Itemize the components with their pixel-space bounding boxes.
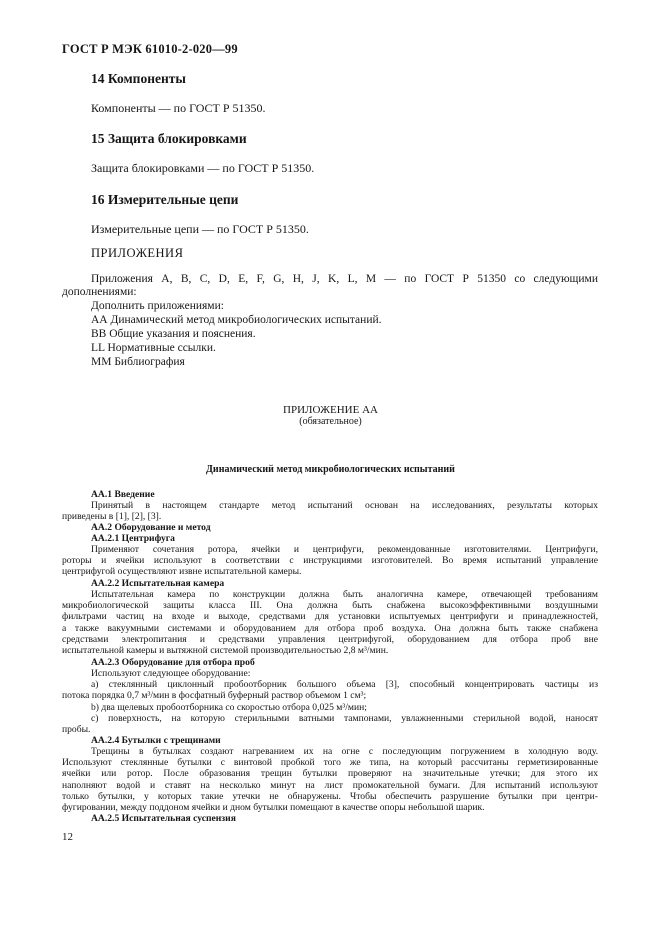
text-line: а) стеклянный циклонный пробоотборник большого объема [3], способный концентрировать частицы из [91, 679, 598, 691]
text-line: испытательной камеры и вытяжной системой производительностью 2,8 м³/мин. [62, 645, 389, 657]
appendices-intro [62, 272, 598, 286]
section-16-text: Измерительные цепи — по ГОСТ Р 51350. [91, 222, 309, 236]
appendix-item: LL Нормативные ссылки. [91, 342, 216, 354]
section-15-text: Защита блокировками — по ГОСТ Р 51350. [91, 161, 315, 175]
appendices-heading: ПРИЛОЖЕНИЯ [91, 246, 184, 260]
page-number: 12 [62, 831, 73, 843]
clause-aa1-text [62, 500, 598, 522]
text-line: наполняют водой и ставят на несколько минут на лист промокательной бумаги. Для испытаний используют [62, 779, 598, 791]
appendix-item: ММ Библиография [91, 356, 185, 368]
clause-aa23-text [62, 668, 598, 735]
appendix-item: АА Динамический метод микробиологических испытаний. [91, 314, 382, 326]
text-line: потока порядка 0,7 м³/мин в фосфатный буферный раствор объемом 1 см³; [62, 690, 367, 702]
text-line: Принятый в настоящем стандарте метод испытаний основан на исследованиях, результаты которых [91, 500, 598, 511]
clause-aa21-text [62, 544, 598, 578]
text-line: центрифугой осуществляют извне испытательной камеры. [62, 566, 302, 578]
appendices-line: Дополнить приложениями: [91, 300, 224, 312]
appendices-line: дополнениями: [62, 286, 137, 298]
clause-aa24: АА.2.4 Бутылки с трещинами [91, 735, 221, 746]
clause-aa1: АА.1 Введение [91, 489, 155, 500]
text-line: роторы и ячейки используют в соответствии с инструкциями изготовителей. Во время испытаний управление [62, 555, 598, 567]
section-15-heading: 15 Защита блокировками [91, 131, 247, 146]
clause-aa22-text [62, 589, 598, 656]
section-14-heading: 14 Компоненты [91, 71, 186, 86]
text-line: микробиологической защиты класса III. Она должна быть снабжена высокоэффективными воздушными [62, 600, 598, 612]
text-line: Испытательная камера по конструкции должна быть аналогична камере, отвечающей требованиям [91, 589, 598, 600]
text-line: фугировании, между поддоном ячейки и дном бутылки помещают в качестве опоры небольшой шарик. [62, 802, 485, 814]
clause-aa21: АА.2.1 Центрифуга [91, 533, 175, 544]
text-line: b) два щелевых пробоотборника со скоростью отбора 0,025 м³/мин; [91, 701, 367, 713]
text-line: Трещины в бутылках создают нагреванием их на огне с последующим погружением в холодную воду. [91, 746, 598, 757]
section-16-heading: 16 Измерительные цепи [91, 192, 239, 207]
text-line: пробы. [62, 724, 91, 736]
appendices-line: Приложения А, В, С, D, Е, F, G, Н, J, K, L, М — по ГОСТ Р 51350 со следующими [91, 273, 598, 285]
section-14-text: Компоненты — по ГОСТ Р 51350. [91, 101, 266, 115]
text-line: приведены в [1], [2], [3]. [62, 511, 162, 523]
annex-label: ПРИЛОЖЕНИЕ АА [283, 404, 378, 416]
text-line: а также вакуумными системами и оборудованием для отбора проб воздуха. Она должна быть также снабжена [62, 622, 598, 634]
text-line: фильтрами частиц на входе и выходе, средствами для установки испытуемых центрифуги и принадлежностей, [62, 611, 598, 623]
clause-aa23: АА.2.3 Оборудование для отбора проб [91, 657, 255, 668]
clause-aa25: АА.2.5 Испытательная суспензия [91, 813, 236, 824]
clause-aa22: АА.2.2 Испытательная камера [91, 578, 225, 589]
text-line: Применяют сочетания ротора, ячейки и центрифуги, рекомендованные изготовителями. Центрифуги, [91, 544, 598, 555]
text-line: Используют следующее оборудование: [91, 668, 251, 679]
annex-title: Динамический метод микробиологических испытаний [206, 464, 455, 475]
text-line: ячейки или ротор. После образования трещин бутылки проверяют на значительные утечки; для этого их [62, 768, 598, 780]
text-line: Используют стеклянные бутылки с винтовой пробкой того же типа, на который рассчитаны герметизированные [62, 757, 598, 769]
clause-aa2: АА.2 Оборудование и метод [91, 522, 211, 533]
page-header: ГОСТ Р МЭК 61010-2-020—99 [62, 42, 238, 56]
annex-note: (обязательное) [299, 416, 362, 427]
clause-aa24-text [62, 746, 598, 813]
text-line: только бутылки, у которых такие утечки не обнаружены. Чтобы обеспечить разрушение бутылки при центри- [62, 790, 598, 802]
text-line: средствами электропитания и средствами управления центрифугой, оборудованием для отбора проб вне [62, 633, 598, 645]
text-line: с) поверхность, на которую стерильными ватными тампонами, увлажненными стерильной водой, наносят [91, 712, 598, 724]
appendix-item: ВВ Общие указания и пояснения. [91, 328, 256, 340]
